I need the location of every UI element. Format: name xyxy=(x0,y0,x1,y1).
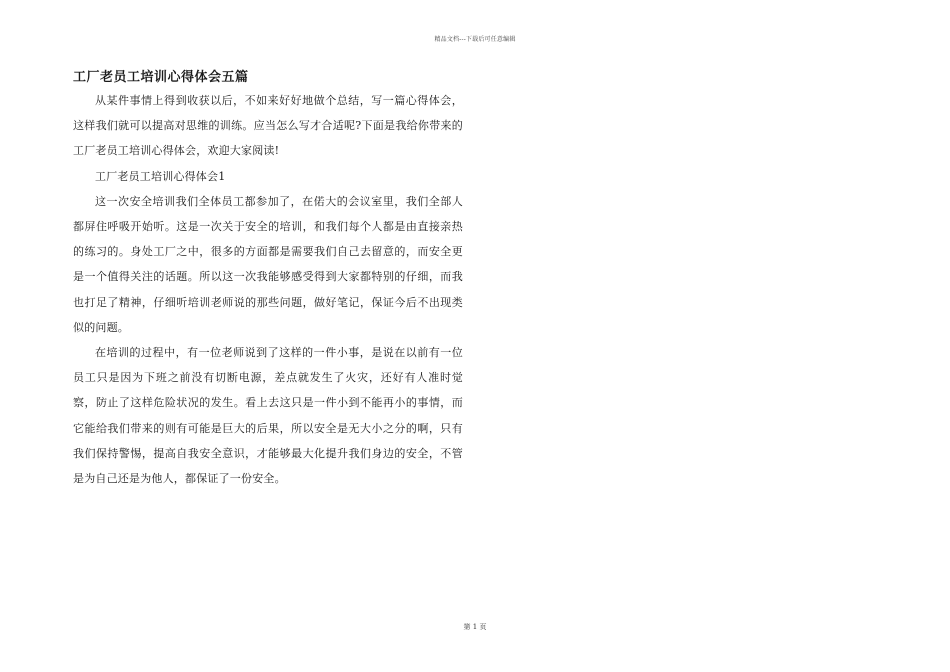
body-paragraph: 这一次安全培训我们全体员工都参加了，在偌大的会议室里，我们全部人都屏住呼吸开始听。这是一次关于安全的培训，和我们每个人都是由直接亲热的练习的。身处工厂之中，很多的方面都是需要我们自己去留意的，而安全更是一个值得关注的话题。所以这一次我能够感受得到大家都特别的仔细，而我也打足了精神，仔细听培训老师说的那些问题，做好笔记，保证今后不出现类似的问题。 xyxy=(73,194,463,334)
page-header: 精品文档---下载后可任意编辑 xyxy=(434,36,516,43)
document-body xyxy=(73,88,463,491)
document-title: 工厂老员工培训心得体会五篇 xyxy=(73,70,249,85)
section-heading: 工厂老员工培训心得体会1 xyxy=(95,169,226,183)
intro-paragraph: 从某件事情上得到收获以后，不如来好好地做个总结，写一篇心得体会，这样我们就可以提高对思维的训练。应当怎么写才合适呢?下面是我给你带来的工厂老员工培训心得体会，欢迎大家阅读! xyxy=(73,94,463,158)
page-number: 第 1 页 xyxy=(463,623,487,631)
body-paragraph: 在培训的过程中，有一位老师说到了这样的一件小事，是说在以前有一位员工只是因为下班之前没有切断电源，差点就发生了火灾，还好有人准时觉察，防止了这样危险状况的发生。看上去这只是一件小到不能再小的事情，而它能给我们带来的则有可能是巨大的后果，所以安全是无大小之分的啊，只有我们保持警惕，提高自我安全意识，才能够最大化提升我们身边的安全，不管是为自己还是为他人，都保证了一份安全。 xyxy=(73,346,463,486)
